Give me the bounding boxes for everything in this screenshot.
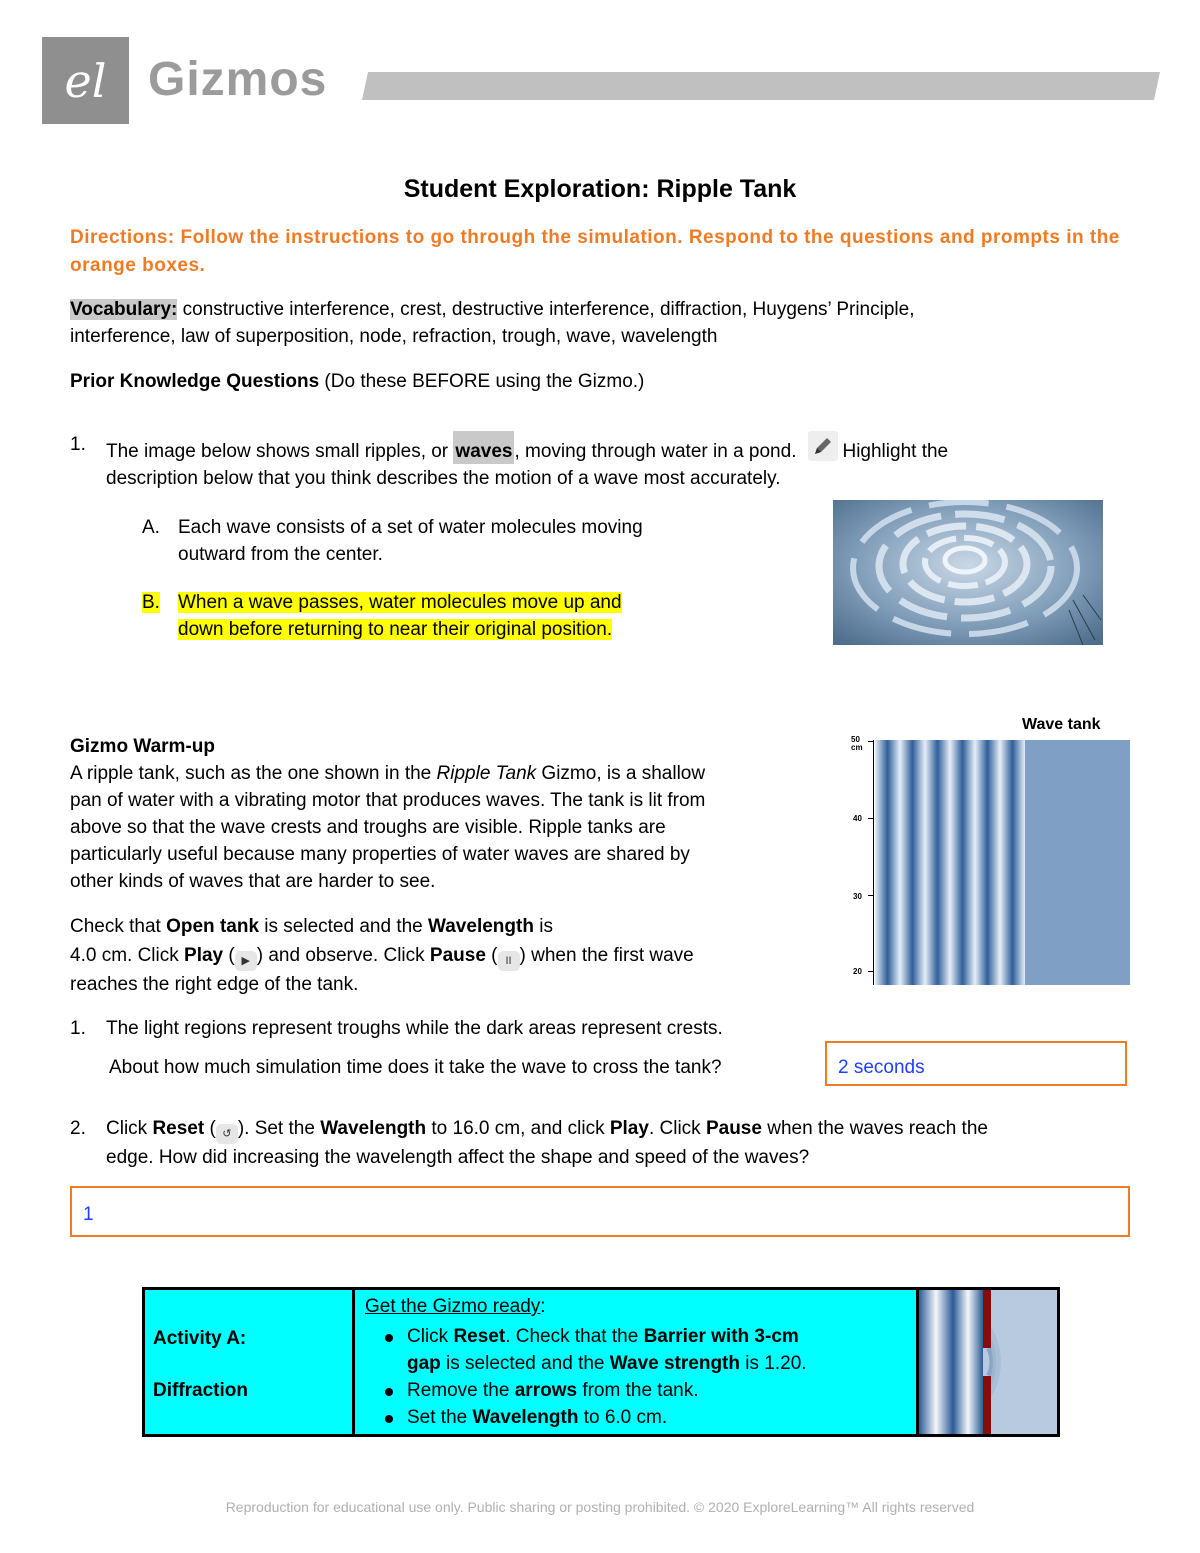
- activity-label: Activity A:: [153, 1328, 247, 1349]
- vocabulary-line1: constructive interference, crest, destructive interference, diffraction, Huygens’ Principle,: [177, 299, 915, 320]
- option-a-letter: A.: [142, 517, 160, 538]
- pk-q1-number: 1.: [70, 434, 86, 455]
- activity-a-table: [142, 1287, 1060, 1437]
- pond-ripples-image: [833, 500, 1103, 645]
- page-title: Student Exploration: Ripple Tank: [403, 175, 797, 203]
- header-bar: [362, 72, 1160, 100]
- reset-icon: ↺: [216, 1124, 238, 1144]
- tank-tick-label: 20: [853, 967, 862, 976]
- pause-icon: II: [498, 951, 520, 971]
- tank-axis: [873, 740, 874, 985]
- warmup-q1-question: About how much simulation time does it take the wave to cross the tank?: [109, 1057, 722, 1078]
- option-a: Each wave consists of a set of water molecules moving outward from the center.: [178, 517, 643, 565]
- list-item: Click Reset. Check that the Barrier with 3-cm gap is selected and the Wave strength is 1.20.: [355, 1323, 915, 1377]
- warmup-q1-number: 1.: [70, 1018, 86, 1039]
- footer-copyright: Reproduction for educational use only. Public sharing or posting prohibited. © 2020 ExploreLearning™ All rights reserved: [225, 1499, 975, 1515]
- tank-tick-label: 30: [853, 892, 862, 901]
- prior-knowledge-heading: Prior Knowledge Questions (Do these BEFORE using the Gizmo.): [70, 371, 645, 392]
- vocabulary-label: Vocabulary:: [70, 299, 178, 320]
- vocab-term-waves: waves: [453, 431, 514, 464]
- vocabulary-line2: interference, law of superposition, node, refraction, trough, wave, wavelength: [70, 326, 718, 347]
- play-icon: ▶: [235, 951, 257, 971]
- directions: Directions: Follow the instructions to go through the simulation. Respond to the questions and prompts in the orange boxes.: [70, 227, 1120, 276]
- explorelearning-logo: el: [42, 37, 129, 124]
- tank-tick-label: 50 cm: [851, 735, 863, 752]
- answer-field-q1[interactable]: 2 seconds: [825, 1041, 1127, 1086]
- activity-name: Diffraction: [153, 1380, 248, 1401]
- activity-instructions-cell: [355, 1290, 919, 1434]
- vocabulary: [70, 296, 1140, 350]
- option-b-highlighted: When a wave passes, water molecules move up and down before returning to near their original position.: [178, 592, 622, 640]
- gizmos-brand: Gizmos: [148, 53, 328, 106]
- tank-tick-label: 40: [853, 814, 862, 823]
- list-item: Remove the arrows from the tank.: [355, 1377, 915, 1404]
- get-ready-heading: Get the Gizmo ready:: [365, 1296, 546, 1317]
- warmup-q2-number: 2.: [70, 1118, 86, 1139]
- list-item: Set the Wavelength to 6.0 cm.: [355, 1404, 915, 1431]
- warmup-q1-text: The light regions represent troughs while the dark areas represent crests.: [106, 1018, 723, 1039]
- highlighter-pencil-icon: [808, 431, 838, 461]
- warmup-instructions: Check that Open tank is selected and the Wavelength is 4.0 cm. Click Play ( ▶ ) and observe. Click Pause ( II ) when the first wave reaches the right edge of the tank.: [70, 916, 694, 995]
- warmup-paragraph: A ripple tank, such as the one shown in the Ripple Tank Gizmo, is a shallow pan of water with a vibrating motor that produces waves. The tank is lit from above so that the wave crests and troughs are visible. Ripple tanks are particularly useful because many properties of water waves are shared by other kinds of waves that are harder to see.: [70, 763, 706, 892]
- option-b-letter: B.: [142, 592, 160, 613]
- pk-q1-text: The image below shows small ripples, or waves , moving through water in a pond. Highlight the description below that you think describes the motion of a wave most accurately.: [106, 431, 1106, 492]
- warmup-q2-text: Click Reset ( ↺ ). Set the Wavelength to 16.0 cm, and click Play. Click Pause when the waves reach the edge. How did increasing the wavelength affect the shape and speed of the waves?: [106, 1118, 988, 1168]
- wave-tank-title: Wave tank: [1022, 716, 1101, 733]
- activity-label-cell: [145, 1290, 355, 1434]
- answer-field-q2[interactable]: 1: [70, 1186, 1130, 1237]
- wave-tank-image: [875, 740, 1130, 985]
- activity-steps: [355, 1323, 915, 1431]
- diffraction-image: [919, 1290, 1057, 1434]
- warmup-heading: Gizmo Warm-up: [70, 736, 215, 757]
